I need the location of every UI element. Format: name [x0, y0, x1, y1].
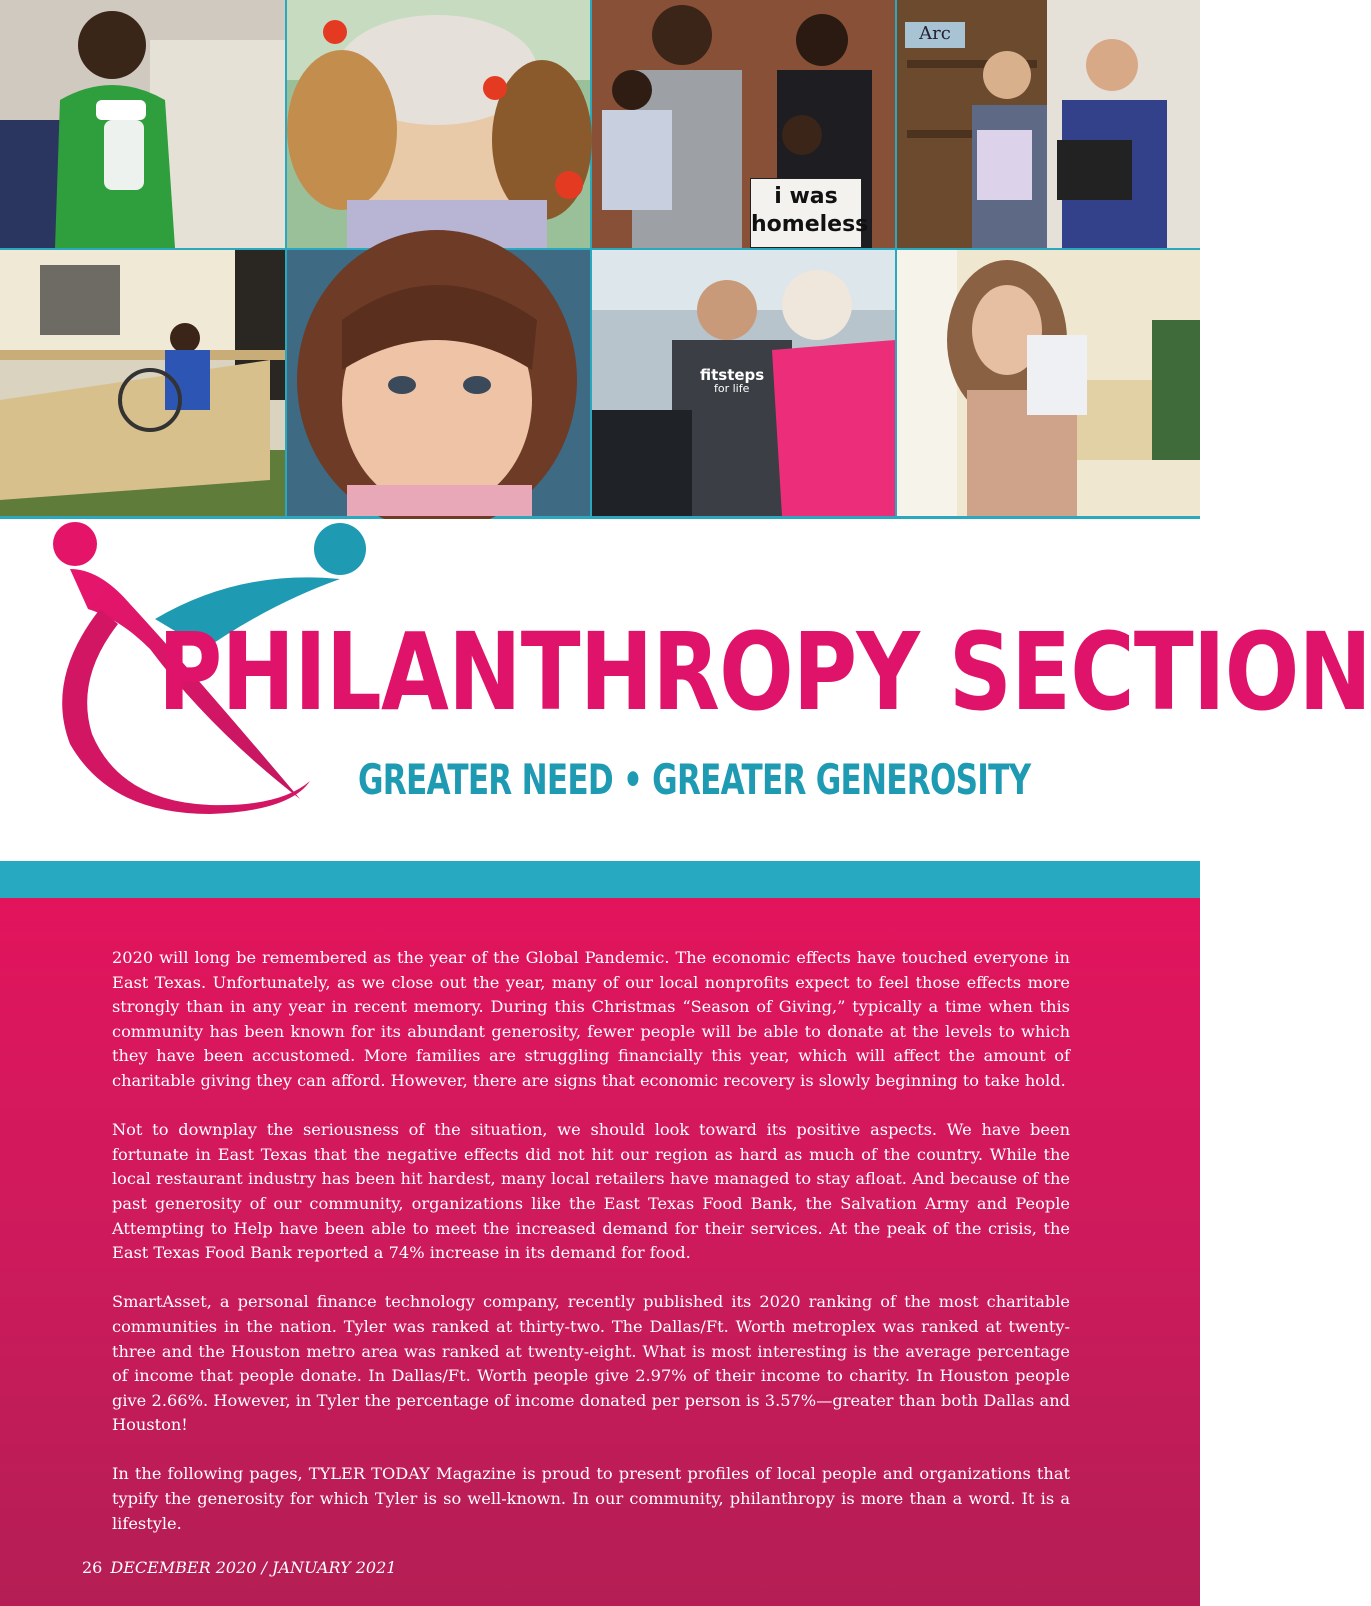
page-footer: [82, 1558, 396, 1577]
shirt-brand: fitsteps: [700, 366, 765, 384]
photo-grandmother-children: [287, 0, 590, 248]
photo-woman-with-box: [897, 250, 1200, 516]
page-title: PHILANTHROPY SECTION: [158, 611, 1371, 735]
paragraph-4: In the following pages, TYLER TODAY Magazine is proud to present profiles of local people and organizations that typify the generosity for which Tyler is so well-known. In our community, philanthropy is more than a word. It is a lifestyle.: [112, 1464, 1070, 1533]
photo-family-homeless-sign: [592, 0, 895, 248]
photo-wheelchair-ramp: [0, 250, 285, 516]
pink-figure-head: [53, 522, 97, 566]
sign-line-2: homeless: [751, 212, 869, 237]
photo-arc-two-women: [897, 0, 1200, 248]
fitsteps-shirt-text: [700, 368, 764, 396]
homeless-sign: [750, 178, 869, 248]
article-text: [112, 946, 1070, 1561]
page-number: 26: [82, 1558, 103, 1577]
article-body: [0, 898, 1200, 1606]
paragraph-2: Not to downplay the seriousness of the situation, we should look toward its positive aspects. We have been fortunate in East Texas that the negative effects did not hit our region as hard as much of the country. While the local restaurant industry has been hit hardest, many local retailers have managed to stay afloat. And because of the past generosity of our community, organizations like the East Texas Food Bank, the Salvation Army and People Attempting to Help have been able to meet the increased demand for their services. At the peak of the crisis, the East Texas Food Bank reported a 74% increase in its demand for food.: [112, 1120, 1070, 1263]
photo-trainer-senior: [592, 250, 895, 516]
paragraph-3: SmartAsset, a personal finance technology company, recently published its 2020 ranking of the most charitable communities in the nation. Tyler was ranked at thirty-two. The Dallas/Ft. Worth metroplex was ranked at twenty-three and the Houston metro area was ranked at twenty-eight. What is most interesting is the average percentage of income that people donate. In Dallas/Ft. Worth people give 2.97% of their income to charity. In Houston people give 2.66%. However, in Tyler the percentage of income donated per person is 3.57%—greater than both Dallas and Houston!: [112, 1292, 1070, 1435]
issue-date: DECEMBER 2020 / JANUARY 2021: [110, 1558, 397, 1577]
arc-sign: Arc: [903, 20, 967, 50]
page-subtitle: GREATER NEED • GREATER GENEROSITY: [358, 755, 1031, 804]
teal-divider-band: [0, 861, 1200, 898]
photo-girl-closeup: [287, 250, 590, 516]
teal-figure-head: [314, 523, 366, 575]
shirt-tagline: for life: [714, 382, 750, 395]
section-header: [0, 519, 1371, 861]
paragraph-1: 2020 will long be remembered as the year of the Global Pandemic. The economic effects have touched everyone in East Texas. Unfortunately, as we close out the year, many of our local nonprofits expect to feel those effects more strongly than in any year in recent memory. During this Christmas “Season of Giving,” typically a time when this community has been known for its abundant generosity, fewer people will be able to donate at the levels to which they have been accustomed. More families are struggling financially this year, which will affect the amount of charitable giving they can afford. However, there are signs that economic recovery is slowly beginning to take hold.: [112, 948, 1070, 1090]
sign-line-1: i was: [774, 184, 838, 209]
photo-grid: [0, 0, 1200, 519]
photo-boy-with-cup: [0, 0, 285, 248]
